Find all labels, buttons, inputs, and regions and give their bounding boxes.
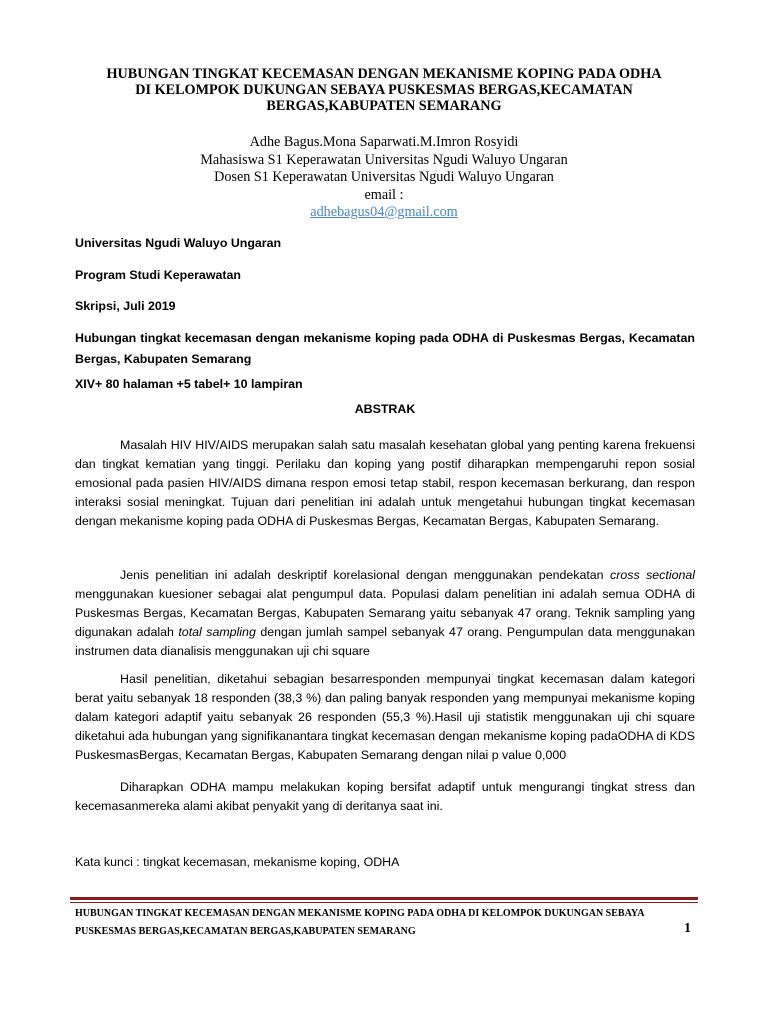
page-number: 1 xyxy=(684,921,691,936)
page-count: XIV+ 80 halaman +5 tabel+ 10 lampiran xyxy=(75,377,303,391)
footer-rule-thick xyxy=(70,897,698,900)
thesis-title: Hubungan tingkat kecemasan dengan mekanisme koping pada ODHA di Puskesmas Bergas, Kecamatan Bergas, Kabupaten Semarang xyxy=(75,331,695,366)
document-title xyxy=(70,66,698,114)
p2-text-e: dengan jumlah sampel sebanyak 47 orang. Pengumpulan data menggunakan instrumen data dianalisis menggunakan uji chi square xyxy=(75,625,695,658)
abstract-paragraph-4: Diharapkan ODHA mampu melakukan koping bersifat adaptif untuk mengurangi tingkat stress dan kecemasanmereka alami akibat penyakit yang di deritanya saat ini. xyxy=(75,780,695,813)
author-affiliation-lecturer: Dosen S1 Keperawatan Universitas Ngudi Waluyo Ungaran xyxy=(214,169,554,185)
title-line-2: DI KELOMPOK DUKUNGAN SEBAYA PUSKESMAS BERGAS,KECAMATAN xyxy=(135,82,633,98)
title-line-1: HUBUNGAN TINGKAT KECEMASAN DENGAN MEKANISME KOPING PADA ODHA xyxy=(106,66,662,82)
running-footer xyxy=(75,905,675,941)
email-label: email : xyxy=(364,186,404,203)
p2-text-c: menggunakan kuesioner sebagai alat pengumpul data. Populasi dalam penelitian ini adalah semua ODHA di Puskesmas Bergas, Kecamatan Bergas, Kabupaten Semarang yaitu sebanyak 47 orang. Teknik sampling yang digunakan adalah xyxy=(75,587,695,639)
p2-text-a: Jenis penelitian ini adalah deskriptif korelasional dengan menggunakan pendekatan xyxy=(120,568,611,582)
footer-rule-thin xyxy=(70,902,698,903)
author-affiliation-student: Mahasiswa S1 Keperawatan Universitas Ngudi Waluyo Ungaran xyxy=(200,151,568,168)
abstract-paragraph-1: Masalah HIV HIV/AIDS merupakan salah satu masalah kesehatan global yang penting karena frekuensi dan tingkat kematian yang tinggi. Perilaku dan koping yang postif diharapkan mempengaruhi repon sosial emosional pada pasien HIV/AIDS dimana respon emosi tetap stabil, respon kecemasan berkurang, dan respon interaksi sosial meningkat. Tujuan dari penelitian ini adalah untuk mengetahui hubungan tingkat kecemasan dengan mekanisme koping pada ODHA di Puskesmas Bergas, Kecamatan Bergas, Kabupaten Semarang. xyxy=(75,438,695,528)
author-block xyxy=(70,134,698,222)
footer-line-1: HUBUNGAN TINGKAT KECEMASAN DENGAN MEKANISME KOPING PADA ODHA DI KELOMPOK DUKUNGAN SEBAYA xyxy=(75,908,645,919)
abstract-heading: ABSTRAK xyxy=(354,402,416,416)
email-link[interactable]: adhebagus04@gmail.com xyxy=(310,204,458,220)
email-line xyxy=(70,187,698,222)
keywords: Kata kunci : tingkat kecemasan, mekanisme koping, ODHA xyxy=(75,855,400,869)
p2-italic-cross-sectional: cross sectional xyxy=(610,568,695,582)
university-name: Universitas Ngudi Waluyo Ungaran xyxy=(75,236,282,250)
abstract-paragraph-2 xyxy=(75,566,695,661)
footer-line-2: PUSKESMAS BERGAS,KECAMATAN BERGAS,KABUPATEN SEMARANG xyxy=(75,926,416,937)
author-names: Adhe Bagus.Mona Saparwati.M.Imron Rosyidi xyxy=(249,134,519,150)
thesis-date: Skripsi, Juli 2019 xyxy=(75,299,176,313)
study-program: Program Studi Keperawatan xyxy=(75,268,241,282)
abstract-paragraph-3: Hasil penelitian, diketahui sebagian besarresponden mempunyai tingkat kecemasan dalam kategori berat yaitu sebanyak 18 responden (38,3 %) dan paling banyak responden yang mempunyai mekanisme koping dalam kategori adaptif yaitu sebanyak 26 responden (55,3 %).Hasil uji statistik menggunakan uji chi square diketahui ada hubungan yang signifikanantara tingkat kecemasan dengan mekanisme koping padaODHA di KDS PuskesmasBergas, Kecamatan Bergas, Kabupaten Semarang dengan nilai p value 0,000 xyxy=(75,672,695,762)
title-line-3: BERGAS,KABUPATEN SEMARANG xyxy=(266,98,502,114)
p2-italic-total-sampling: total sampling xyxy=(178,625,256,639)
